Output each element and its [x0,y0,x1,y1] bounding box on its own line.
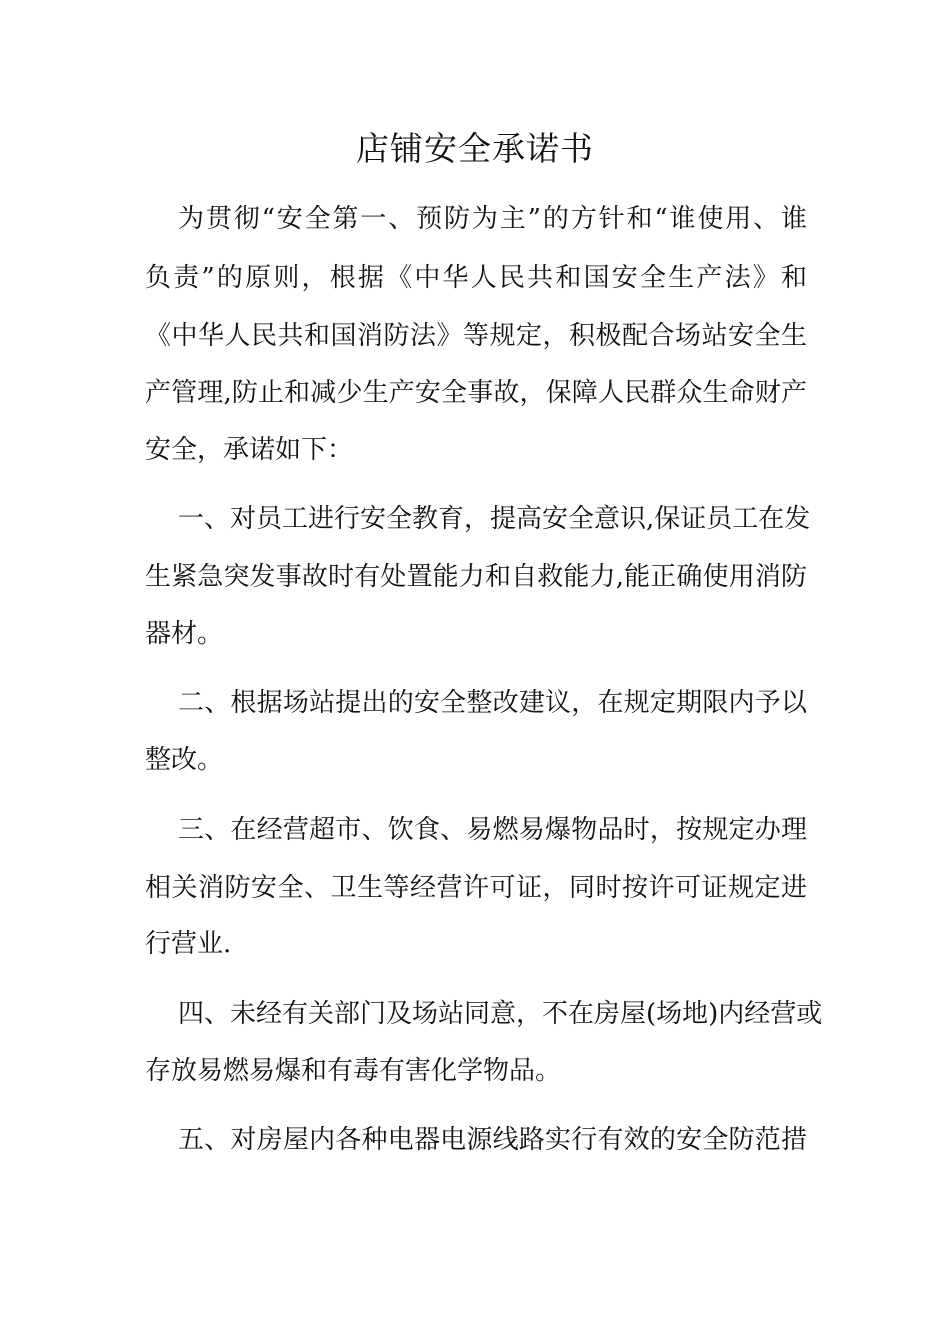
item-3-line-2: 相关消防安全、卫生等经营许可证，同时按许可证规定进 [145,873,807,903]
item-2-line-1: 二、根据场站提出的安全整改建议，在规定期限内予以 [178,688,807,718]
item-4-line-1: 四、未经有关部门及场站同意，不在房屋(场地)内经营或 [178,999,823,1029]
item-3-line-3: 行营业. [145,929,232,959]
intro-line-1: 为贯彻“安全第一、预防为主”的方针和“谁使用、谁 [178,204,807,234]
intro-line-4: 产管理,防止和减少生产安全事故，保障人民群众生命财产 [145,378,807,408]
item-2-line-2: 整改。 [145,745,224,775]
item-1-line-2: 生紧急突发事故时有处置能力和自救能力,能正确使用消防 [145,562,807,592]
intro-line-3: 《中华人民共和国消防法》等规定，积极配合场站安全生 [145,321,807,351]
item-1-line-3: 器材。 [145,619,224,649]
item-4-line-2: 存放易燃易爆和有毒有害化学物品。 [145,1056,562,1086]
document-title: 店铺安全承诺书 [356,129,594,168]
item-5-line-1: 五、对房屋内各种电器电源线路实行有效的安全防范措 [178,1125,807,1155]
item-1-line-1: 一、对员工进行安全教育，提高安全意识,保证员工在发 [178,504,811,534]
intro-line-2: 负责”的原则，根据《中华人民共和国安全生产法》和 [145,263,807,293]
item-3-line-1: 三、在经营超市、饮食、易燃易爆物品时，按规定办理 [178,815,807,845]
intro-line-5: 安全，承诺如下： [145,435,354,465]
